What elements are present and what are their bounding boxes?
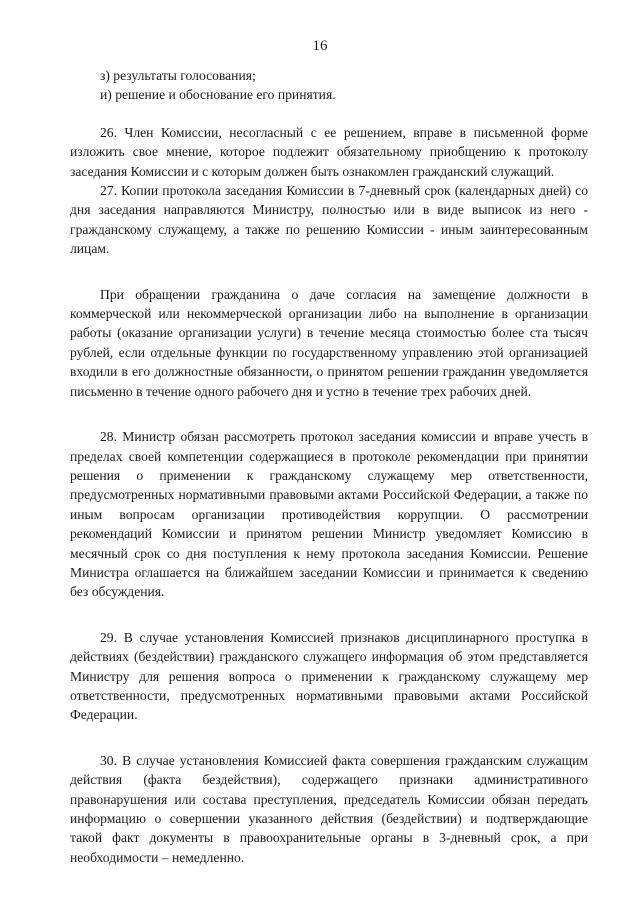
document-body: [70, 66, 588, 867]
list-item-z: з) результаты голосования;: [100, 68, 256, 83]
paragraph-30: 30. В случае установления Комиссией факта совершения гражданским служащим действия (факта бездействия), содержащего признаки административного правонарушения или состава преступления, председатель Комиссии обязан передать информацию о совершении указанного действия (бездействии) и подтверждающие такой факт документы в правоохранительные органы в 3-дневный срок, а при необходимости – немедленно.: [70, 752, 588, 865]
paragraph-28: 28. Министр обязан рассмотреть протокол заседания комиссии и вправе учесть в пределах своей компетенции содержащиеся в протоколе рекомендации при принятии решения о применении к гражданскому служащему мер ответственности, предусмотренных нормативными правовыми актами Российской Федерации, а также по иным вопросам организации противодействия коррупции. О рассмотрении рекомендаций Комиссии и принятом решении Министр уведомляет Комиссию в месячный срок со дня поступления к нему протокола заседания Комиссии. Решение Министра оглашается на ближайшем заседании Комиссии и принимается к сведению без обсуждения.: [70, 429, 588, 600]
list-item-i: и) решение и обоснование его принятия.: [100, 87, 336, 103]
page-number: 16: [312, 38, 328, 54]
paragraph-29: 29. В случае установления Комиссией признаков дисциплинарного проступка в действиях (бездействии) гражданского служащего информация об этом представляется Министру для решения вопроса о применении к гражданскому служащему мер ответственности, предусмотренных нормативными правовыми актами Российской Федерации.: [70, 629, 588, 723]
paragraph-citizen-consent: При обращении гражданина о даче согласия на замещение должности в коммерческой или некоммерческой организации либо на выполнение в организации работы (оказание организации услуги) в течение месяца стоимостью более ста тысяч рублей, если отдельные функции по государственному управлению этой организацией входили в его должностные обязанности, о принятом решении гражданин уведомляется письменно в течение одного рабочего дня и устно в течение трех рабочих дней.: [70, 286, 588, 399]
paragraph-27: 27. Копии протокола заседания Комиссии в 7-дневный срок (календарных дней) со дня заседания направляются Министру, полностью или в виде выписок из него - гражданскому служащему, а также по решению Комиссии - иным заинтересованным лицам.: [70, 183, 588, 257]
paragraph-26: 26. Член Комиссии, несогласный с ее решением, вправе в письменной форме изложить свое мнение, которое подлежит обязательному приобщению к протоколу заседания Комиссии и с которым должен быть ознакомлен гражданский служащий.: [70, 124, 588, 179]
